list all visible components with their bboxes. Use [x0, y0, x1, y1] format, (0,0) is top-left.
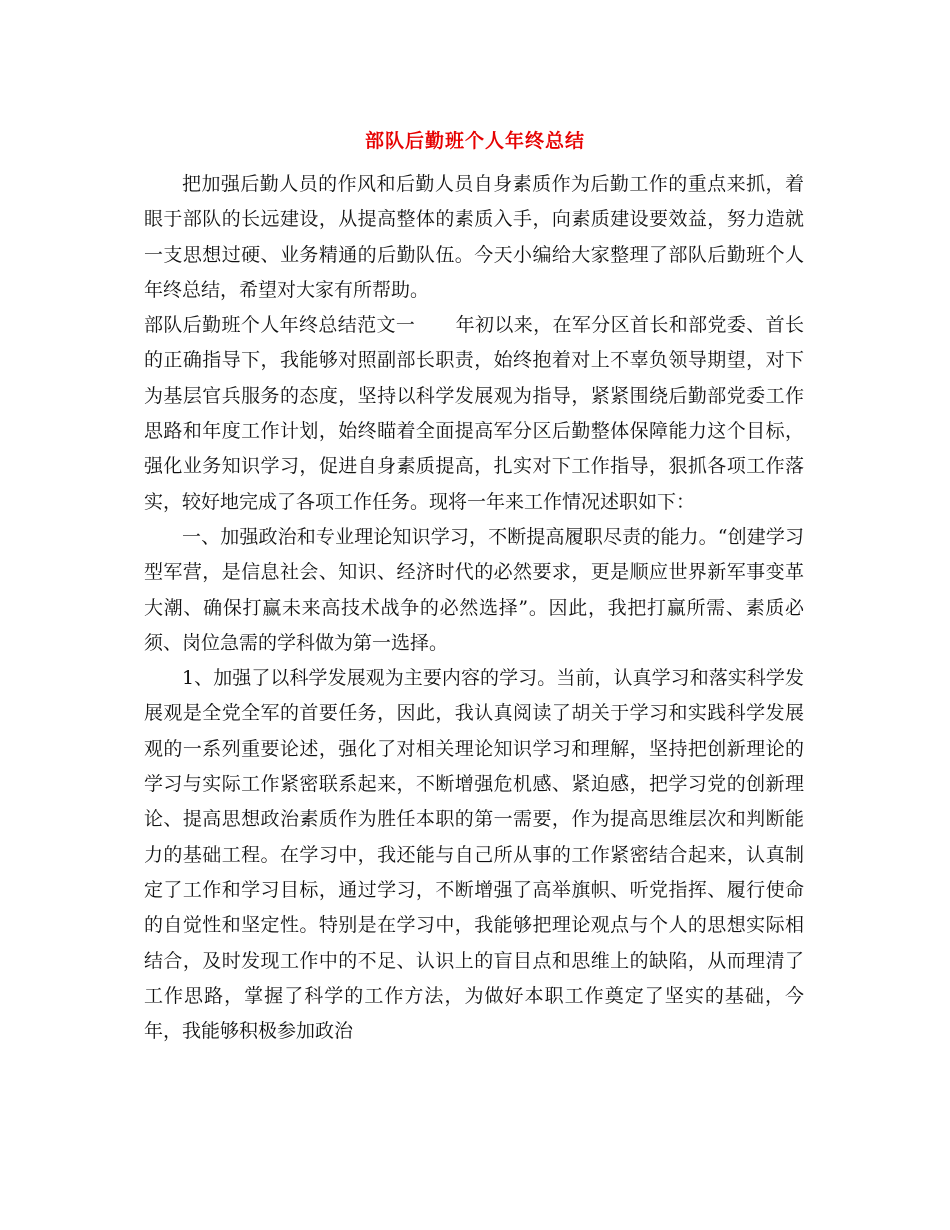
sample-body: 年初以来，在军分区首长和部党委、首长的正确指导下，我能够对照副部长职责，始终抱着对上不辜负领导期望，对下为基层官兵服务的态度，坚持以科学发展观为指导，紧紧围绕后勤部党委工作思路和年度工作计划，始终瞄着全面提高军分区后勤整体保障能力这个目标，强化业务知识学习，促进自身素质提高，扎实对下工作指导，狠抓各项工作落实，较好地完成了各项工作任务。现将一年来工作情况述职如下：	[144, 314, 804, 513]
sample-heading: 部队后勤班个人年终总结范文一	[144, 314, 416, 337]
document-title: 部队后勤班个人年终总结	[364, 130, 585, 152]
document-body	[144, 167, 804, 1049]
intro-paragraph: 把加强后勤人员的作风和后勤人员自身素质作为后勤工作的重点来抓，着眼于部队的长远建设，从提高整体的素质入手，向素质建设要效益，努力造就一支思想过硬、业务精通的后勤队伍。今天小编给大家整理了部队后勤班个人年终总结，希望对大家有所帮助。	[144, 173, 804, 301]
sample-paragraph	[144, 308, 804, 520]
item-one-paragraph: 1、加强了以科学发展观为主要内容的学习。当前，认真学习和落实科学发展观是全党全军的首要任务，因此，我认真阅读了胡关于学习和实践科学发展观的一系列重要论述，强化了对相关理论知识学习和理解，坚持把创新理论的学习与实际工作紧密联系起来，不断增强危机感、紧迫感，把学习党的创新理论、提高思想政治素质作为胜任本职的第一需要，作为提高思维层次和判断能力的基础工程。在学习中，我还能与自己所从事的工作紧密结合起来，认真制定了工作和学习目标，通过学习，不断增强了高举旗帜、听党指挥、履行使命的自觉性和坚定性。特别是在学习中，我能够把理论观点与个人的思想实际相结合，及时发现工作中的不足、认识上的盲目点和思维上的缺陷，从而理清了工作思路，掌握了科学的工作方法，为做好本职工作奠定了坚实的基础，今年，我能够积极参加政治	[144, 667, 804, 1043]
section-one-paragraph: 一、加强政治和专业理论知识学习，不断提高履职尽责的能力。“创建学习型军营，是信息社会、知识、经济时代的必然要求，更是顺应世界新军事变革大潮、确保打赢未来高技术战争的必然选择”。因此，我把打赢所需、素质必须、岗位急需的学科做为第一选择。	[144, 525, 804, 654]
